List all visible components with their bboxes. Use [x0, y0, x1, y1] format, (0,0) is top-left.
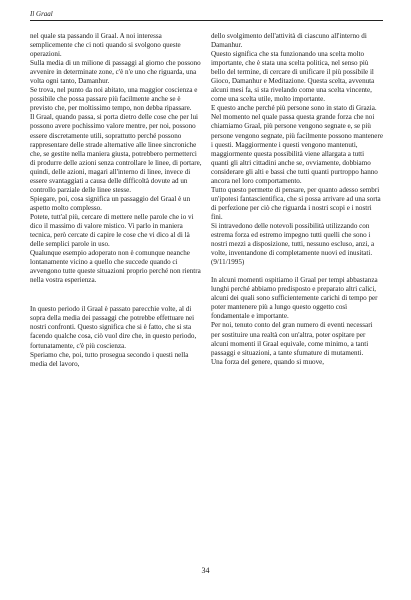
paragraph: Sulla media di un milione di passaggi al giorno che possono avvenire in determinate zone, c'è n'e uno che riguarda, una volta ogni tanto, Damanhur. — [30, 59, 201, 86]
paragraph: Potete, tutt'al più, cercare di mettere nelle parole che io vi dico il massimo di valore mistico. Vi parlo in maniera tecnica, però cercate di capire le cose che vi dico al di là delle semplici parole in uso. — [30, 212, 194, 249]
paragraph: E questo anche perché più persone sono in stato di Grazia. Nel momento nel quale passa questa grande forza che noi chiamiamo Graal, più persone vengono segnate e, se più persone vengono segnate, più facilmente possono mantenere i questi. Maggiormente i questi vengono mantenuti, maggiormente questa possibilità viene allargata a tutti quanti gli altri cittadini anche se, ovviamente, dobbiamo considerare gli alti e bassi che tutti quanti purtroppo hanno ancora nel loro comportamento. — [211, 104, 383, 185]
paragraph: Se trova, nel punto da noi abitato, una maggior coscienza e possibile che possa passare più facilmente anche se è previsto che, per moltissimo tempo, non debba ripassare. — [30, 86, 198, 113]
paragraph: Speriamo che, poi, tutto prosegua secondo i questi nella media del lavoro, — [30, 350, 189, 368]
paragraph: Tutto questo permette di pensare, per quanto adesso sembri un'ipotesi fantascientifica, che si possa arrivare ad una sorta di perfezione per ciò che riguarda i nostri scopi e i nostri fini. — [211, 185, 381, 221]
page-number: 34 — [201, 566, 210, 575]
paragraph: Qualunque esempio adoperato non è comunque neanche lontanamente vicino a quello che succede quando ci avvengono tutte queste situazioni proprio perché non rientra nella vostra esperienza. — [30, 249, 201, 285]
header-rule — [30, 20, 383, 21]
paragraph: Spiegare, poi, cosa significa un passaggio del Graal è un aspetto molto complesso. — [30, 194, 191, 212]
paragraph: nel quale sta passando il Graal. A noi interessa semplicemente che ci noti quando si svolgono queste operazioni. — [30, 32, 181, 59]
paragraph: dello svolgimento dell'attività di ciascuno all'interno di Damanhur. — [211, 32, 367, 50]
paragraph: Questo significa che sta funzionando una scelta molto importante, che è stata una scelta politica, nel senso più bello del termine, di cercare di unificare il più possibile il Gioco, Damanhur e Meditazione. Questa scelta, avvenuta alcuni mesi fa, si sta rivelando come una scelta vincente, come una scelta utile, molto importante. — [211, 50, 375, 104]
running-header: Il Graal — [30, 10, 53, 18]
paragraph: In questo periodo il Graal è passato parecchie volte, al di sopra della media dei passaggi che potrebbe effettuare nei nostri confronti. Questo significa che si è fatto, che si sta facendo qualche cosa, ciò vuol dire che, in questo periodo, fortunatamente, c'è più coscienza. — [30, 305, 197, 350]
left-column — [30, 32, 202, 369]
paragraph: Il Graal, quando passa, si porta dietro delle cose che per lui possono avere pochissimo valore mentre, per noi, possono essere discretamente utili, soprattutto perché possono rappresentare delle strade alternative alle linee sincroniche che, se gestite nella maniera giusta, potrebbero permetterci di produrre delle azioni senza controllare le linee, di portare, quindi, delle azioni, magari all'interno di linee, invece di essere svantaggiati a causa delle difficoltà dovute ad un controllo parziale delle linee stesse. — [30, 113, 202, 194]
right-column — [211, 32, 383, 367]
paragraph: Una forza del genere, quando si muove, — [211, 357, 325, 366]
paragraph: Per noi, tenuto conto del gran numero di eventi necessari per sostituire una realtà con un'altra, poter ospitare per alcuni momenti il Graal equivale, come minimo, a tanti passaggi e situazioni, a tante sfumature di mutamenti. — [211, 321, 373, 357]
paragraph: Si intravedono delle notevoli possibilità utilizzando con estrema forza ed estremo impegno tutti quelli che sono i nostri mezzi a disposizione, tutti, nessuno escluso, anzi, a volte, inventandone di completamente nuovi ed inusitati. (9/11/1995) — [211, 221, 375, 267]
paragraph: In alcuni momenti ospitiamo il Graal per tempi abbastanza lunghi perché abbiamo predisposto e preparato altri calici, alcuni dei quali sono sufficientemente carichi di tempo per poter mantenere più a lungo questo oggetto così fondamentale e importante. — [211, 276, 378, 321]
